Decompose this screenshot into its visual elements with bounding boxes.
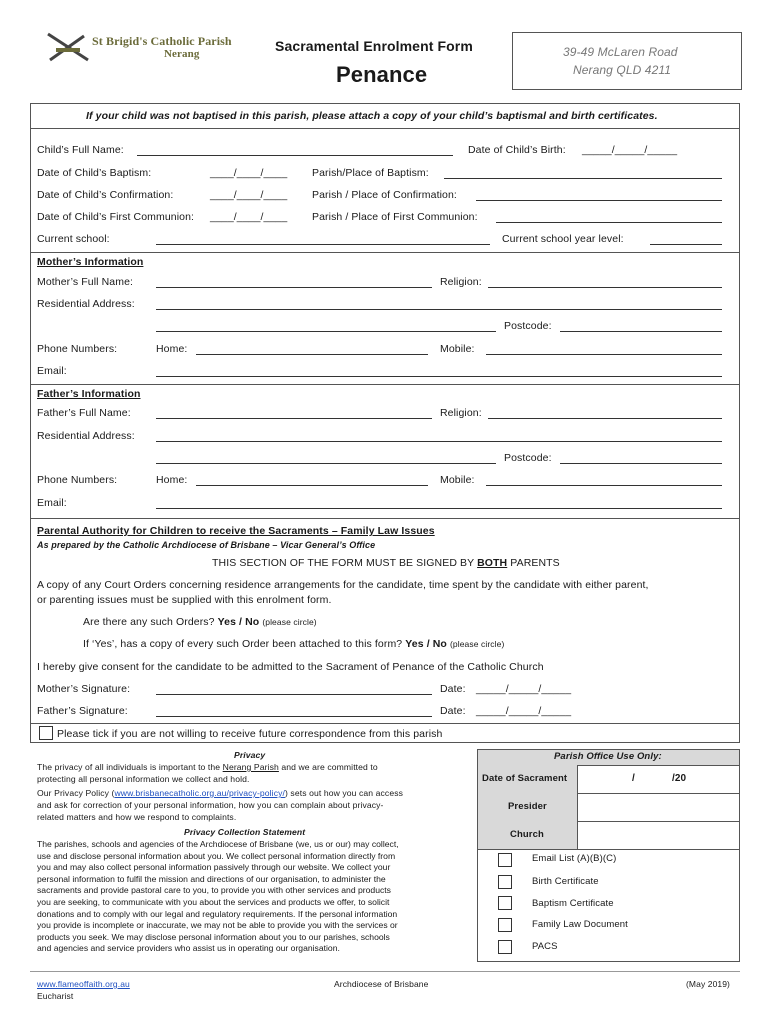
father-heading: Father’s Information xyxy=(37,388,141,400)
office-row-line xyxy=(577,821,739,822)
father-signature-field[interactable] xyxy=(156,716,432,717)
parish-town: Nerang xyxy=(164,48,200,60)
father-email-label: Email: xyxy=(37,497,67,509)
father-religion-label: Religion: xyxy=(440,407,482,419)
signed-pre: THIS SECTION OF THE FORM MUST BE SIGNED BY xyxy=(212,557,478,569)
baptism-place-field[interactable] xyxy=(444,178,722,179)
mother-name-field[interactable] xyxy=(156,287,432,288)
father-postcode-label: Postcode: xyxy=(504,452,552,464)
father-name-field[interactable] xyxy=(156,418,432,419)
privacy-policy-text-3: related matters and how we respond to complaints. xyxy=(37,812,237,822)
privacy-parish: Nerang Parish xyxy=(222,762,279,772)
statement-line: and agencies and service providers who assist us in operating our organisation. xyxy=(37,943,340,954)
baptism-cert-checkbox[interactable] xyxy=(498,896,512,910)
mother-address-label: Residential Address: xyxy=(37,298,135,310)
date-label-cell xyxy=(478,765,578,794)
privacy-policy-post: ) sets out how you can access xyxy=(284,788,404,798)
mother-address-field-2[interactable] xyxy=(156,331,496,332)
father-sig-date-field[interactable]: _____/_____/_____ xyxy=(476,705,572,717)
baptism-cert-label: Baptism Certificate xyxy=(532,898,614,909)
baptism-notice: If your child was not baptised in this parish, please attach a copy of your child’s baptismal and birth certificates. xyxy=(86,110,658,122)
mother-sig-date-label: Date: xyxy=(440,683,466,695)
statement-line: use and disclose personal information about you. We collect personal information directly from xyxy=(37,850,396,861)
statement-line: you and may also collect personal information passively through our website. We collect your xyxy=(37,862,391,873)
divider xyxy=(30,252,740,253)
mother-signature-label: Mother’s Signature: xyxy=(37,683,131,695)
address-box xyxy=(512,32,742,90)
mother-email-label: Email: xyxy=(37,365,67,377)
collection-statement xyxy=(37,839,477,955)
mother-mobile-label: Mobile: xyxy=(440,343,475,355)
email-list-label: Email List (A)(B)(C) xyxy=(532,853,617,864)
attached-question-text: If ‘Yes’, has a copy of every such Order been attached to this form? xyxy=(83,638,403,650)
court-orders-text-2: or parenting issues must be supplied with this enrolment form. xyxy=(37,594,332,606)
mother-religion-field[interactable] xyxy=(488,287,722,288)
father-postcode-field[interactable] xyxy=(560,463,722,464)
orders-please-circle: (please circle) xyxy=(262,617,317,627)
family-law-label: Family Law Document xyxy=(532,919,628,930)
office-use-panel xyxy=(477,749,740,962)
mother-phone-label: Phone Numbers: xyxy=(37,343,118,355)
presider-label-cell xyxy=(478,793,578,822)
mother-postcode-field[interactable] xyxy=(560,331,722,332)
confirmation-place-label: Parish / Place of Confirmation: xyxy=(312,189,457,201)
statement-line: The parishes, schools and agencies of the Archdiocese of Brisbane (we, us or our) may collect, xyxy=(37,839,399,849)
footer-center: Archdiocese of Brisbane xyxy=(334,979,429,989)
office-title: Parish Office Use Only: xyxy=(554,751,662,762)
father-address-field-2[interactable] xyxy=(156,463,496,464)
father-mobile-label: Mobile: xyxy=(440,474,475,486)
father-sig-date-label: Date: xyxy=(440,705,466,717)
privacy-title: Privacy xyxy=(234,750,266,760)
baptism-date-field[interactable]: ____/____/____ xyxy=(210,167,288,179)
presider-label: Presider xyxy=(508,801,547,812)
footer-divider xyxy=(30,971,740,972)
mother-heading: Mother’s Information xyxy=(37,256,144,268)
divider xyxy=(30,384,740,385)
no-correspondence-checkbox[interactable] xyxy=(39,726,53,740)
privacy-text-2: protecting all personal information we collect and hold. xyxy=(37,774,250,784)
footer-sub: Eucharist xyxy=(37,991,74,1001)
privacy-text-1a: The privacy of all individuals is important to the xyxy=(37,762,223,772)
address-line-1: 39-49 McLaren Road xyxy=(563,45,678,59)
father-home-label: Home: xyxy=(156,474,188,486)
mother-sig-date-field[interactable]: _____/_____/_____ xyxy=(476,683,572,695)
child-name-label: Child’s Full Name: xyxy=(37,144,124,156)
church-label: Church xyxy=(510,829,544,840)
statement-line: products you seek. We may disclose personal information about you to our parishes, schools xyxy=(37,931,390,942)
baptism-place-label: Parish/Place of Baptism: xyxy=(312,167,429,179)
father-mobile-field[interactable] xyxy=(486,485,722,486)
parish-logo xyxy=(44,28,232,68)
address-line-2: Nerang QLD 4211 xyxy=(573,63,672,77)
mother-religion-label: Religion: xyxy=(440,276,482,288)
school-label: Current school: xyxy=(37,233,110,245)
attached-please-circle: (please circle) xyxy=(449,639,505,649)
family-law-checkbox[interactable] xyxy=(498,918,512,932)
consent-text: I hereby give consent for the candidate to be admitted to the Sacrament of Penance of the Catholic Church xyxy=(37,661,544,673)
communion-date-field[interactable]: ____/____/____ xyxy=(210,211,288,223)
privacy-policy-text xyxy=(37,788,403,800)
no-correspondence-label: Please tick if you are not willing to receive future correspondence from this parish xyxy=(57,728,443,740)
date-year: /20 xyxy=(672,773,687,784)
footer-link[interactable]: www.flameoffaith.org.au xyxy=(37,979,130,989)
orders-question-text: Are there any such Orders? xyxy=(83,616,215,628)
birth-cert-checkbox[interactable] xyxy=(498,875,512,889)
confirmation-date-field[interactable]: ____/____/____ xyxy=(210,189,288,201)
authority-subheading: As prepared by the Catholic Archdiocese of Brisbane – Vicar General’s Office xyxy=(37,540,376,550)
mother-address-field-1[interactable] xyxy=(156,309,722,310)
statement-line: you provide is incomplete or inaccurate, we may not be able to provide you with the services or xyxy=(37,920,398,931)
court-orders-text-1: A copy of any Court Orders concerning residence arrangements for the candidate, time spent by the candidate with either parent, xyxy=(37,579,649,591)
parish-name: St Brigid's Catholic Parish xyxy=(92,34,232,48)
birth-cert-label: Birth Certificate xyxy=(532,876,599,887)
pacs-label: PACS xyxy=(532,941,558,952)
pacs-checkbox[interactable] xyxy=(498,940,512,954)
divider xyxy=(30,518,740,519)
office-row-line xyxy=(577,849,739,850)
year-level-label: Current school year level: xyxy=(502,233,624,245)
father-signature-label: Father’s Signature: xyxy=(37,705,128,717)
footer-date: (May 2019) xyxy=(686,979,730,989)
email-list-checkbox[interactable] xyxy=(498,853,512,867)
father-religion-field[interactable] xyxy=(488,418,722,419)
confirmation-date-label: Date of Child’s Confirmation: xyxy=(37,189,174,201)
child-dob-label: Date of Child’s Birth: xyxy=(468,144,566,156)
mother-postcode-label: Postcode: xyxy=(504,320,552,332)
mother-signature-field[interactable] xyxy=(156,694,432,695)
mother-mobile-field[interactable] xyxy=(486,354,722,355)
attached-yes-no[interactable]: Yes / No xyxy=(405,638,447,650)
attached-question xyxy=(83,638,504,650)
orders-question xyxy=(83,616,317,628)
statement-line: you are seeking, to communicate with you about the services and products we offer, to solicit xyxy=(37,896,390,907)
office-row-line xyxy=(577,793,739,794)
father-home-field[interactable] xyxy=(196,485,428,486)
sacrament-title: Penance xyxy=(336,62,428,87)
statement-line: donations and to comply with our legal and regulatory requirements. If the personal information xyxy=(37,908,398,919)
child-name-field[interactable] xyxy=(137,155,453,156)
office-title-bar xyxy=(478,750,739,766)
cross-icon xyxy=(44,30,92,66)
school-field[interactable] xyxy=(156,244,490,245)
father-phone-label: Phone Numbers: xyxy=(37,474,118,486)
child-dob-field[interactable]: _____/_____/_____ xyxy=(582,144,678,156)
statement-line: personal information to fulfil the mission and directions of our organisation, to administer the xyxy=(37,873,386,884)
confirmation-place-field[interactable] xyxy=(476,200,722,201)
signed-post: PARENTS xyxy=(507,557,560,569)
father-address-field-1[interactable] xyxy=(156,441,722,442)
communion-date-label: Date of Child’s First Communion: xyxy=(37,211,195,223)
signed-notice xyxy=(212,557,560,569)
signed-both: BOTH xyxy=(477,557,508,569)
year-level-field[interactable] xyxy=(650,244,722,245)
form-title: Sacramental Enrolment Form xyxy=(275,38,473,54)
communion-place-label: Parish / Place of First Communion: xyxy=(312,211,478,223)
communion-place-field[interactable] xyxy=(496,222,722,223)
date-slash: / xyxy=(632,773,635,784)
privacy-policy-link[interactable]: www.brisbanecatholic.org.au/privacy-policy/ xyxy=(114,788,285,798)
statement-line: sacraments and provide pastoral care to you, to provide you with other services and products xyxy=(37,885,391,896)
church-label-cell xyxy=(478,821,578,850)
divider xyxy=(30,128,740,129)
father-name-label: Father’s Full Name: xyxy=(37,407,131,419)
privacy-policy-pre: Our Privacy Policy ( xyxy=(37,788,115,798)
orders-yes-no[interactable]: Yes / No xyxy=(217,616,260,628)
authority-heading: Parental Authority for Children to receive the Sacraments – Family Law Issues xyxy=(37,525,435,537)
baptism-date-label: Date of Child’s Baptism: xyxy=(37,167,152,179)
divider xyxy=(30,723,740,724)
privacy-policy-text-2: and ask for correction of your personal information, how you can complain about privacy- xyxy=(37,800,384,810)
mother-home-field[interactable] xyxy=(196,354,428,355)
mother-home-label: Home: xyxy=(156,343,188,355)
privacy-text-1 xyxy=(37,762,378,774)
collection-statement-title: Privacy Collection Statement xyxy=(184,827,306,837)
date-sacrament-label: Date of Sacrament xyxy=(482,773,568,784)
father-address-label: Residential Address: xyxy=(37,430,135,442)
father-email-field[interactable] xyxy=(156,508,722,509)
mother-email-field[interactable] xyxy=(156,376,722,377)
mother-name-label: Mother’s Full Name: xyxy=(37,276,134,288)
privacy-text-1c: and we are committed to xyxy=(278,762,378,772)
